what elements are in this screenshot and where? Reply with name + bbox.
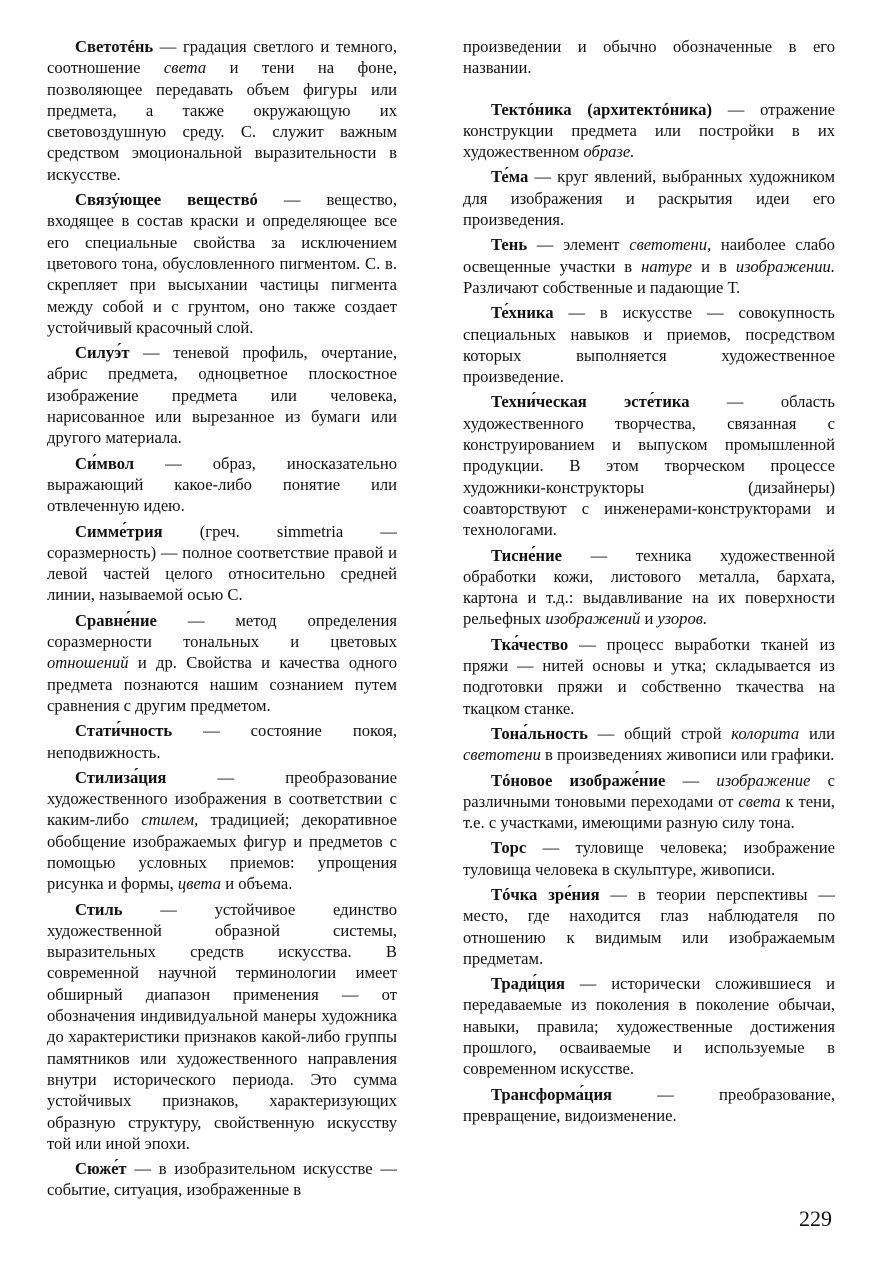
- definition-text: к тени, т.е. с участками, имеющими разную силу тона.: [463, 791, 835, 833]
- glossary-entry: [47, 1158, 397, 1201]
- entry-term: Тона́льность: [491, 723, 588, 743]
- entry-term: Те́ма: [491, 167, 529, 187]
- definition-text: — туловище человека; изображение туловища человека в скульптуре, живописи.: [463, 838, 835, 879]
- glossary-entry: [463, 837, 835, 880]
- cross-reference: отношений: [47, 653, 129, 673]
- definition-text: — метод определения соразмерности тональных и цветовых: [47, 610, 397, 652]
- entry-term: Сюже́т: [75, 1159, 127, 1179]
- entry-term: Тóчка зре́ния: [491, 884, 600, 904]
- glossary-entry: [463, 634, 835, 719]
- definition-text: — в искусстве — совокупность специальных навыков и приемов, посредством которых выполняется художественное произведение.: [463, 303, 835, 387]
- definition-text: — преобразование художественного изображения в соответствии с каким-либо: [47, 767, 397, 830]
- entry-term: Тень: [491, 235, 528, 255]
- entry-term: Трансформа́ция: [491, 1084, 613, 1104]
- cross-reference: стилем,: [141, 810, 199, 830]
- definition-text: — отражение конструкции предмета или постройки в их художественном: [463, 99, 836, 162]
- definition-text: — круг явлений, выбранных художником для изображения и раскрытия идеи его произведения.: [463, 167, 835, 230]
- entry-term: Связýющее веществó: [75, 190, 258, 210]
- glossary-entry: [463, 1084, 835, 1127]
- glossary-entry: [47, 189, 397, 338]
- definition-text: или: [799, 723, 835, 743]
- definition-text: и объема.: [221, 874, 293, 894]
- cross-reference: образе.: [583, 142, 635, 162]
- entry-term: Тисне́ние: [491, 545, 562, 565]
- right-column: [463, 36, 835, 1130]
- glossary-entry: [463, 234, 835, 298]
- definition-text: в произведениях живописи или графики.: [540, 745, 835, 765]
- continued-text: произведении и обычно обозначенные в его названии.: [463, 37, 835, 78]
- definition-text: Различают собственные и падающие Т.: [463, 277, 741, 297]
- glossary-entry: [47, 521, 397, 606]
- entry-term: Те́хника: [491, 303, 554, 323]
- definition-text: —: [665, 770, 717, 790]
- definition-text: — исторически сложившиеся и передаваемые из поколения в поколение обычаи, навыки, правила; художественные достижения прошлого, осваиваемые и используемые в современном искусстве.: [463, 974, 835, 1079]
- entry-term: Стиль: [75, 899, 123, 919]
- entry-term: Стати́чность: [75, 721, 173, 741]
- cross-reference: изображении.: [735, 256, 835, 276]
- cross-reference: изображение: [716, 770, 811, 790]
- entry-term: Техни́ческая эсте́тика: [491, 392, 690, 412]
- entry-term: Стилиза́ция: [75, 767, 167, 787]
- definition-text: — состояние покоя, неподвижность.: [47, 721, 397, 762]
- right-entries: [463, 99, 835, 1127]
- definition-text: наиболее слабо освещенные участки в: [463, 235, 835, 276]
- entry-term: Тектóника (архитектóника): [491, 99, 712, 119]
- glossary-entry: [47, 720, 397, 763]
- left-column: [47, 36, 397, 1205]
- glossary-entry: [47, 453, 397, 517]
- cross-reference: света: [163, 58, 207, 78]
- glossary-entry: [463, 391, 835, 540]
- glossary-entry: [463, 166, 835, 230]
- glossary-entry: [463, 99, 835, 163]
- glossary-entry: [463, 884, 835, 969]
- definition-text: — общий строй: [587, 723, 732, 743]
- entry-term: Тóновое изображе́ние: [491, 770, 666, 790]
- entry-term: Тка́чество: [491, 634, 569, 654]
- glossary-entry: [463, 302, 835, 387]
- cross-reference: узоров.: [657, 609, 708, 629]
- cross-reference: колорита: [731, 723, 800, 743]
- glossary-entry: [47, 342, 397, 448]
- cross-reference: света: [738, 791, 781, 811]
- entry-term: Симме́трия: [75, 521, 163, 541]
- definition-text: — в теории перспективы — место, где находится глаз наблюдателя по отношению к видимым или изображаемым предметам.: [463, 884, 835, 968]
- glossary-entry: [463, 723, 835, 766]
- glossary-entry: [463, 545, 835, 630]
- entry-term: Сравне́ние: [75, 610, 157, 630]
- definition-text: (греч. simmetria — соразмерность) — полное соответствие правой и левой частей целого относительно средней линии, называемой осью С.: [47, 521, 397, 605]
- entry-term: Силуэ́т: [75, 343, 130, 363]
- definition-text: — элемент: [527, 235, 630, 255]
- definition-text: — устойчивое единство художественной образной системы, выразительных средств искусства. В современной научной терминологии имеет обширный диапазон применения — от обозначения индивидуальной манеры художника до характеристики признаков какой-либо группы памятников или художественного направления внутри исторического периода. Это сумма устойчивых признаков, характеризующих образную структуру, свойственную искусству той или иной эпохи.: [47, 899, 397, 1153]
- page-number: 229: [799, 1206, 832, 1231]
- definition-text: — вещество, входящее в состав краски и определяющее все его специальные свойства за исключением цветового тона, обусловленного пигментом. С. в. скрепляет при высыхании частицы пигмента между собой и с грунтом, оно также создает устойчивый красочный слой.: [47, 190, 397, 337]
- definition-text: — техника художественной обработки кожи, листового металла, бархата, картона и т.д.: выдавливание на их поверхности рельефных: [463, 545, 835, 629]
- glossary-entry: [463, 973, 835, 1079]
- glossary-entry: [47, 899, 397, 1155]
- definition-text: и тени на фоне, позволяющее передавать объем фигуры или предмета, а также окружающую их световоздушную среду. С. служит важным средством эмоциональной выразительности в искусстве.: [47, 58, 397, 184]
- definition-text: и в: [692, 256, 736, 276]
- definition-text: с различными тоновыми переходами от: [463, 770, 836, 811]
- definition-text: и: [640, 609, 658, 629]
- glossary-entry: [463, 770, 835, 834]
- definition-text: традицией; декоративное обобщение изображаемых фигур и предметов с помощью условных приемов: упрощения рисунка и формы,: [47, 810, 397, 894]
- definition-text: — образ, иносказательно выражающий какое-либо понятие или отвлеченную идею.: [47, 453, 397, 516]
- entry-term: Торс: [491, 838, 527, 858]
- cross-reference: изображений: [545, 609, 641, 629]
- definition-text: и др. Свойства и качества одного предмета познаются нашим сознанием путем сравнения с другим предметом.: [47, 653, 397, 715]
- cross-reference: цвета: [177, 874, 222, 894]
- definition-text: — градация светлого и темного, соотношение: [47, 37, 397, 78]
- glossary-entry: [47, 767, 397, 895]
- cross-reference: натуре: [641, 256, 693, 276]
- definition-text: — процесс выработки тканей из пряжи — нитей основы и утка; складывается из подготовки пряжи и собственно ткачества на ткацком станке.: [463, 634, 835, 718]
- entry-term: Светотéнь: [75, 37, 154, 56]
- cross-reference: светотени: [463, 745, 541, 765]
- cross-reference: светотени,: [629, 235, 712, 255]
- definition-text: — в изобразительном искусстве — событие, ситуация, изображенные в: [47, 1159, 397, 1200]
- entry-term: Тради́ция: [491, 974, 566, 994]
- definition-text: — преобразование, превращение, видоизменение.: [463, 1084, 835, 1125]
- entry-term: Си́мвол: [75, 453, 135, 473]
- definition-text: — теневой профиль, очертание, абрис предмета, одноцветное плоскостное изображение предмета или человека, нарисованное или вырезанное из бумаги или другого материала.: [47, 343, 397, 448]
- glossary-entry: [47, 36, 397, 185]
- definition-text: — область художественного творчества, связанная с конструированием и выпуском промышленной продукции. В этом творческом процессе художники-конструкторы (дизайнеры) соавторствуют с инженерами-конструкторами и технологами.: [463, 392, 835, 540]
- glossary-entry: [47, 610, 397, 716]
